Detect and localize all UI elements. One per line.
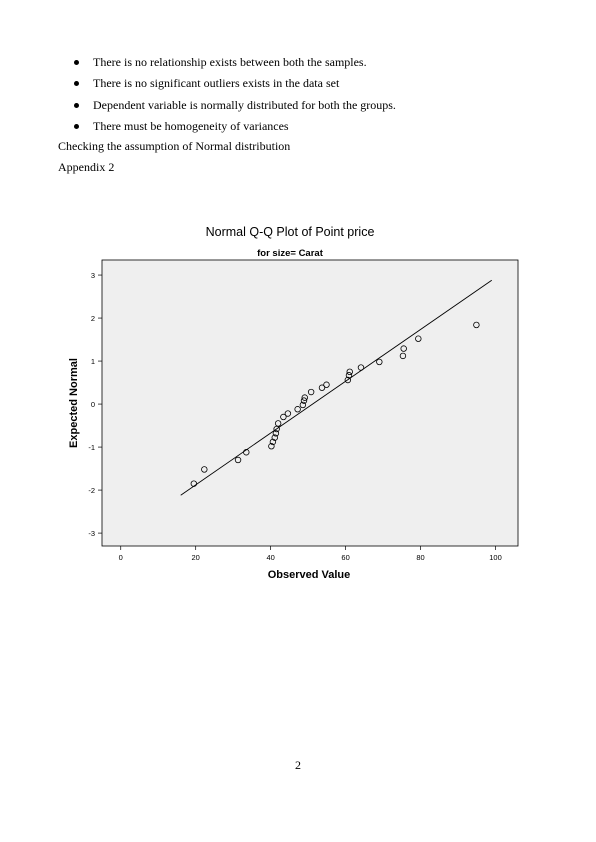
chart-title: Normal Q-Q Plot of Point price (205, 225, 375, 239)
x-tick-label: 20 (191, 553, 200, 562)
x-axis-label: Observed Value (267, 569, 351, 581)
list-item-text: There is no significant outliers exists in the data set (93, 76, 340, 91)
x-tick-label: 60 (341, 553, 350, 562)
x-tick-label: 100 (489, 553, 502, 562)
list-item-text: There must be homogeneity of variances (93, 118, 289, 133)
y-axis-label: Expected Normal (68, 358, 80, 448)
x-tick-label: 40 (266, 553, 275, 562)
y-tick-label: -2 (88, 486, 95, 496)
appendix-heading: Appendix 2 (58, 160, 115, 174)
normality-paragraph: Checking the assumption of Normal distribution (58, 139, 291, 153)
plot-area (102, 260, 518, 546)
bullet-dot-icon (74, 60, 79, 65)
qq-plot-chart (0, 215, 596, 590)
bullet-dot-icon (74, 124, 79, 129)
y-tick-label: -1 (88, 443, 95, 453)
y-tick-label: 0 (90, 400, 95, 410)
chart-subtitle: for size= Carat (257, 248, 323, 259)
list-item (58, 76, 396, 90)
x-tick-label: 0 (118, 553, 123, 562)
assumptions-list (58, 55, 396, 140)
y-tick-label: -3 (88, 529, 95, 539)
bullet-dot-icon (74, 103, 79, 108)
x-tick-label: 80 (416, 553, 425, 562)
y-tick-label: 3 (90, 271, 95, 281)
page-number: 2 (295, 758, 301, 772)
list-item (58, 98, 396, 112)
y-tick-label: 2 (90, 314, 95, 324)
list-item-text: There is no relationship exists between both the samples. (93, 55, 367, 69)
list-item (58, 119, 396, 133)
list-item (58, 55, 396, 69)
list-item-text: Dependent variable is normally distributed for both the groups. (93, 97, 396, 112)
y-tick-label: 1 (90, 357, 95, 367)
bullet-dot-icon (74, 81, 79, 86)
